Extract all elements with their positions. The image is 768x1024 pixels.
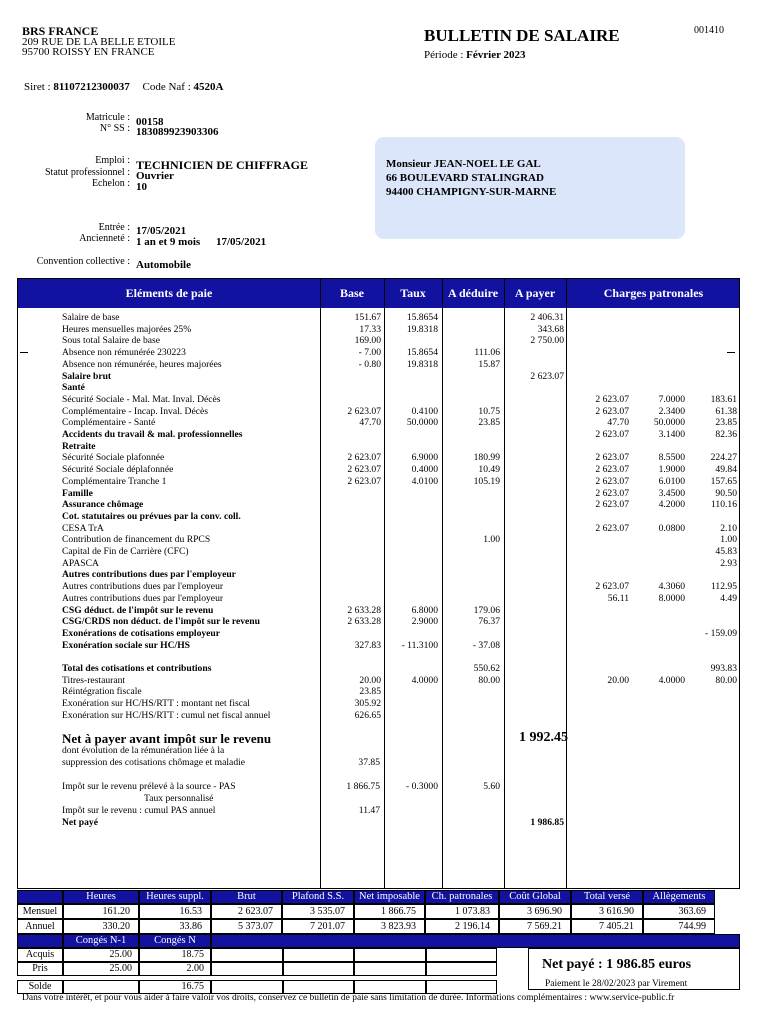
table-row xyxy=(18,499,739,511)
siret-value: 81107212300037 xyxy=(53,81,130,93)
row-pay: 2 623.07 xyxy=(530,370,564,382)
summary-cell: 3 696.90 xyxy=(499,904,571,919)
row-ct: 4.0000 xyxy=(658,674,685,686)
table-row xyxy=(18,616,739,628)
recipient-address-box xyxy=(375,137,685,239)
net-avant-impot-value: 1 992.45 xyxy=(519,730,568,745)
row-cb: 2 623.07 xyxy=(595,393,629,405)
row-cb: 2 623.07 xyxy=(595,499,629,511)
row-ded: 10.49 xyxy=(478,464,500,476)
conges-empty-cell xyxy=(211,962,283,976)
summary-header: Ch. patronales xyxy=(425,890,499,904)
table-row xyxy=(18,628,739,640)
conges-row-label: Acquis xyxy=(17,948,63,962)
row-cm: - 159.09 xyxy=(705,627,737,639)
matricule-label: Matricule : xyxy=(85,112,130,123)
conges-cell: 18.75 xyxy=(139,948,211,962)
conges-empty-cell xyxy=(426,948,497,962)
row-pay: 343.68 xyxy=(537,323,564,335)
conges-empty-cell xyxy=(354,980,426,994)
summary-cell: 1 073.83 xyxy=(425,904,499,919)
table-row xyxy=(18,605,739,617)
table-row xyxy=(18,371,739,383)
row-label: Complémentaire - Incap. Inval. Décès xyxy=(62,405,208,417)
entree-value: 17/05/2021 xyxy=(136,225,187,237)
summary-cell: 7 201.07 xyxy=(282,919,354,934)
evolution-line-2: suppression des cotisations chômage et maladie xyxy=(62,757,246,768)
conges-cell xyxy=(63,980,139,994)
table-row xyxy=(18,511,739,523)
row-cm: 4.49 xyxy=(720,592,737,604)
row-label: Titres-restaurant xyxy=(62,674,126,686)
row-ct: 50.0000 xyxy=(653,417,685,429)
payslip-table xyxy=(17,278,740,889)
row-taux: 19.8318 xyxy=(406,323,438,335)
row-ct: 1.9000 xyxy=(658,464,685,476)
row-taux: 4.0000 xyxy=(411,674,438,686)
conges-cell: 16.75 xyxy=(139,980,211,994)
summary-header: Coût Global xyxy=(499,890,571,904)
row-base: 2 623.07 xyxy=(347,452,381,464)
table-row xyxy=(18,558,739,570)
table-row xyxy=(18,593,739,605)
row-label: Exonération sur HC/HS/RTT : montant net fiscal xyxy=(62,698,250,710)
summary-row-label: Mensuel xyxy=(17,904,63,919)
row-base: 2 633.28 xyxy=(347,604,381,616)
document-title: BULLETIN DE SALAIRE xyxy=(424,26,620,45)
row-cm: 112.95 xyxy=(710,581,737,593)
summary-cell: 7 569.21 xyxy=(499,919,571,934)
summary-cell: 3 823.93 xyxy=(354,919,425,934)
summary-cell: 3 616.90 xyxy=(571,904,643,919)
conges-cell: 25.00 xyxy=(63,962,139,976)
table-row xyxy=(18,675,739,687)
conges-row-label: Pris xyxy=(17,962,63,976)
row-taux: 15.8654 xyxy=(406,347,438,359)
pas-label: Impôt sur le revenu prélevé à la source - PAS xyxy=(62,781,236,792)
siret-label: Siret : xyxy=(24,81,51,93)
ss-label: N° SS : xyxy=(99,123,130,134)
anciennete-date: 17/05/2021 xyxy=(216,236,267,248)
table-row xyxy=(18,417,739,429)
pas-base: 1 866.75 xyxy=(346,781,380,792)
conges-empty-cell xyxy=(283,948,354,962)
header-base: Base xyxy=(340,286,364,300)
row-ct: 6.0100 xyxy=(658,475,685,487)
row-label: Sécurité Sociale plafonnée xyxy=(62,452,165,464)
row-base: - 0.80 xyxy=(358,358,381,370)
row-label: CSG déduct. de l'impôt sur le revenu xyxy=(62,604,214,616)
summary-cell: 744.99 xyxy=(643,919,715,934)
row-cb: 2 623.07 xyxy=(595,522,629,534)
row-label: Exonération sociale sur HC/HS xyxy=(62,639,191,651)
summary-row-label: Annuel xyxy=(17,919,63,934)
row-taux: 50.0000 xyxy=(406,417,438,429)
conges-row-label: Solde xyxy=(17,980,63,994)
summary-header: Brut xyxy=(211,890,282,904)
row-cm: 2.93 xyxy=(720,557,737,569)
recipient-name: Monsieur JEAN-NOEL LE GAL xyxy=(386,158,541,170)
row-ded: 80.00 xyxy=(478,674,500,686)
net-paye-label: Net payé xyxy=(62,817,98,828)
row-taux: 6.9000 xyxy=(411,452,438,464)
row-label: Retraite xyxy=(62,440,96,452)
row-cm: 224.27 xyxy=(710,452,737,464)
summary-header: Plafond S.S. xyxy=(282,890,354,904)
row-label: Sous total Salaire de base xyxy=(62,335,161,347)
row-base: 151.67 xyxy=(354,312,381,323)
table-row xyxy=(18,347,739,359)
row-label: Famille xyxy=(62,487,93,499)
row-ct: 7.0000 xyxy=(658,393,685,405)
summary-header: Heures xyxy=(63,890,139,904)
row-label: Autres contributions dues par l'employeur xyxy=(62,592,224,604)
footer-note: Dans votre intérêt, et pour vous aider à faire valoir vos droits, conservez ce bulletin de paie sans limitation de durée. Informations complémentaires : www.service-public.fr xyxy=(22,993,675,1003)
row-cm: 23.85 xyxy=(715,417,737,429)
row-ded: 10.75 xyxy=(478,405,500,417)
row-taux: 0.4100 xyxy=(411,405,438,417)
row-cb: 20.00 xyxy=(607,674,629,686)
table-row xyxy=(18,534,739,546)
row-taux: 4.0100 xyxy=(411,475,438,487)
header-charges-patronales: Charges patronales xyxy=(603,286,704,300)
row-label: Santé xyxy=(62,382,85,394)
conges-empty-cell xyxy=(426,962,497,976)
row-label: Salaire de base xyxy=(62,312,120,323)
table-row xyxy=(18,406,739,418)
row-base: 327.83 xyxy=(354,639,381,651)
row-cb: 2 623.07 xyxy=(595,405,629,417)
taux-personnalise-label: Taux personnalisé xyxy=(144,793,214,804)
company-address-1: 209 RUE DE LA BELLE ETOILE xyxy=(22,36,176,48)
table-row xyxy=(18,335,739,347)
summary-header: Heures suppl. xyxy=(139,890,211,904)
row-label: Cot. statutaires ou prévues par la conv. coll. xyxy=(62,510,241,522)
row-label: Exonérations de cotisations employeur xyxy=(62,627,221,639)
net-paye-value: 1 986.85 xyxy=(530,817,564,828)
summary-corner xyxy=(17,890,63,904)
row-label: Total des cotisations et contributions xyxy=(62,663,212,674)
row-pay: 2 406.31 xyxy=(530,312,564,323)
anciennete-label: Ancienneté : xyxy=(79,233,130,244)
row-label: Accidents du travail & mal. professionnelles xyxy=(62,429,243,440)
table-row xyxy=(18,686,739,698)
table-row xyxy=(18,464,739,476)
row-cm: 183.61 xyxy=(710,393,737,405)
summary-cell: 330.20 xyxy=(63,919,139,934)
table-row xyxy=(18,429,739,441)
row-cm: 80.00 xyxy=(715,674,737,686)
summary-cell: 1 866.75 xyxy=(354,904,425,919)
naf-value: 4520A xyxy=(193,81,224,93)
table-row xyxy=(18,359,739,371)
row-label: Absence non rémunérée 230223 xyxy=(62,347,186,359)
table-row xyxy=(18,324,739,336)
row-cb: 2 623.07 xyxy=(595,429,629,440)
row-ct: 8.0000 xyxy=(658,592,685,604)
row-ct: 8.5500 xyxy=(658,452,685,464)
summary-header: Allègements xyxy=(643,890,715,904)
row-cb: 2 623.07 xyxy=(595,581,629,593)
row-base: 626.65 xyxy=(354,709,381,721)
row-label: Assurance chômage xyxy=(62,499,144,511)
conges-empty-cell xyxy=(426,980,497,994)
row-label: CSG/CRDS non déduct. de l'impôt sur le revenu xyxy=(62,616,260,628)
row-cm: 61.38 xyxy=(715,405,737,417)
row-base: 2 623.07 xyxy=(347,475,381,487)
summary-cell: 2 623.07 xyxy=(211,904,282,919)
matricule-value: 00158 xyxy=(136,116,164,128)
row-ded: 105.19 xyxy=(473,475,500,487)
cumul-pas-value: 11.47 xyxy=(358,805,380,816)
table-row xyxy=(18,382,739,394)
net-paye-euros: Net payé : 1 986.85 euros xyxy=(542,957,692,972)
row-taux: 0.4000 xyxy=(411,464,438,476)
row-label: Complémentaire Tranche 1 xyxy=(62,475,167,487)
echelon-value: 10 xyxy=(136,181,147,193)
row-pay: 2 750.00 xyxy=(530,335,564,347)
row-taux: 6.8000 xyxy=(411,604,438,616)
row-label: Réintégration fiscale xyxy=(62,686,142,698)
summary-header: Net imposable xyxy=(354,890,425,904)
cumul-pas-label: Impôt sur le revenu : cumul PAS annuel xyxy=(62,805,216,816)
row-base: 23.85 xyxy=(359,686,381,698)
row-label: Sécurité Sociale déplafonnée xyxy=(62,464,174,476)
conges-empty-cell xyxy=(354,948,426,962)
table-row xyxy=(18,640,739,652)
row-base: 2 623.07 xyxy=(347,464,381,476)
row-cm: 90.50 xyxy=(715,487,737,499)
row-cm: 2.10 xyxy=(720,522,737,534)
row-base: 2 633.28 xyxy=(347,616,381,628)
conges-cell: 2.00 xyxy=(139,962,211,976)
row-label: CESA TrA xyxy=(62,522,104,534)
header-a-deduire: A déduire xyxy=(447,286,499,300)
row-base: 47.70 xyxy=(359,417,381,429)
table-row xyxy=(18,312,739,324)
row-taux: 2.9000 xyxy=(411,616,438,628)
statut-label: Statut professionnel : xyxy=(45,167,130,178)
period-value: Février 2023 xyxy=(466,49,526,61)
summary-cell: 7 405.21 xyxy=(571,919,643,934)
row-ded: 1.00 xyxy=(483,534,500,546)
row-label: Salaire brut xyxy=(62,370,112,382)
paiement-info: Paiement le 28/02/2023 par Virement xyxy=(545,979,688,989)
row-cm: 157.65 xyxy=(710,475,737,487)
conges-header: Congés N xyxy=(139,934,211,948)
emploi-value: TECHNICIEN DE CHIFFRAGE xyxy=(136,158,309,172)
conges-corner xyxy=(17,934,63,948)
summary-cell: 5 373.07 xyxy=(211,919,282,934)
row-label: Autres contributions dues par l'employeur xyxy=(62,569,236,581)
header-taux: Taux xyxy=(400,286,426,300)
row-ct: 4.3060 xyxy=(658,581,685,593)
evolution-value: 37.85 xyxy=(358,757,380,768)
row-ded: - 37.08 xyxy=(472,639,500,651)
row-label: Capital de Fin de Carrière (CFC) xyxy=(62,546,189,557)
document-number: 001410 xyxy=(694,25,724,36)
table-row xyxy=(18,394,739,406)
table-row xyxy=(18,569,739,581)
conges-empty-cell xyxy=(211,980,283,994)
convention-label: Convention collective : xyxy=(36,256,130,267)
row-ded: 180.99 xyxy=(473,452,500,464)
naf-label: Code Naf : xyxy=(142,81,191,93)
row-base: 2 623.07 xyxy=(347,405,381,417)
statut-value: Ouvrier xyxy=(136,170,174,182)
row-base: - 7.00 xyxy=(358,347,381,359)
row-label: Autres contributions dues par l'employeur xyxy=(62,581,224,593)
table-row xyxy=(18,663,739,675)
anciennete-value: 1 an et 9 mois xyxy=(136,236,201,248)
row-cm: 1.00 xyxy=(720,534,737,546)
conges-header-band xyxy=(211,934,740,948)
row-cm: 110.16 xyxy=(710,499,737,511)
table-row xyxy=(18,476,739,488)
row-label: Sécurité Sociale - Mal. Mat. Inval. Décès xyxy=(62,393,221,405)
row-label: Complémentaire - Santé xyxy=(62,417,156,429)
evolution-line-1: dont évolution de la rémunération liée à la xyxy=(62,745,225,756)
row-label: APASCA xyxy=(62,557,99,569)
row-ct: 0.0800 xyxy=(658,522,685,534)
row-label: Heures mensuelles majorées 25% xyxy=(62,323,192,335)
row-cb: 2 623.07 xyxy=(595,475,629,487)
row-label: Contribution de financement du RPCS xyxy=(62,534,211,546)
period-label: Période : xyxy=(424,49,464,61)
table-row xyxy=(18,441,739,453)
recipient-street: 66 BOULEVARD STALINGRAD xyxy=(386,172,544,184)
table-row xyxy=(18,488,739,500)
row-taux: 19.8318 xyxy=(406,358,438,370)
row-taux: - 11.3100 xyxy=(401,639,438,651)
row-base: 20.00 xyxy=(359,674,381,686)
table-row xyxy=(18,581,739,593)
payslip-table-header xyxy=(18,279,739,308)
summary-cell: 3 535.07 xyxy=(282,904,354,919)
conges-header: Congés N-1 xyxy=(63,934,139,948)
conges-cell: 25.00 xyxy=(63,948,139,962)
row-cm: 993.83 xyxy=(710,663,737,674)
row-taux: 15.8654 xyxy=(406,312,438,323)
row-ct: 3.1400 xyxy=(658,429,685,440)
ss-value: 183089923903306 xyxy=(136,126,219,138)
conges-empty-cell xyxy=(211,948,283,962)
row-cb: 47.70 xyxy=(607,417,629,429)
recipient-city: 94400 CHAMPIGNY-SUR-MARNE xyxy=(386,186,557,198)
pas-taux: - 0.3000 xyxy=(406,781,438,792)
emploi-label: Emploi : xyxy=(95,155,130,166)
entree-label: Entrée : xyxy=(98,222,130,233)
company-address-2: 95700 ROISSY EN FRANCE xyxy=(22,46,155,58)
row-ct: 3.4500 xyxy=(658,487,685,499)
row-ded: 23.85 xyxy=(478,417,500,429)
row-ded: 111.06 xyxy=(474,347,500,359)
table-row xyxy=(18,523,739,535)
row-cb: 2 623.07 xyxy=(595,452,629,464)
table-row xyxy=(18,710,739,722)
row-ded: 76.37 xyxy=(478,616,500,628)
row-ded: 179.06 xyxy=(473,604,500,616)
row-base: 305.92 xyxy=(354,698,381,710)
header-elements: Eléments de paie xyxy=(125,286,213,300)
row-cb: 2 623.07 xyxy=(595,464,629,476)
row-base: 17.33 xyxy=(359,323,381,335)
echelon-label: Echelon : xyxy=(91,178,130,189)
row-base: 169.00 xyxy=(354,335,381,347)
conges-empty-cell xyxy=(283,980,354,994)
summary-cell: 16.53 xyxy=(139,904,211,919)
summary-cell: 33.86 xyxy=(139,919,211,934)
net-avant-impot-label: Net à payer avant impôt sur le revenu xyxy=(62,731,272,746)
row-label: Exonération sur HC/HS/RTT : cumul net fiscal annuel xyxy=(62,709,271,721)
table-row xyxy=(18,651,739,663)
pas-a-deduire: 5.60 xyxy=(483,781,500,792)
summary-cell: 2 196.14 xyxy=(425,919,499,934)
summary-cell: 363.69 xyxy=(643,904,715,919)
row-cb: 56.11 xyxy=(607,592,629,604)
row-cm: 49.84 xyxy=(715,464,737,476)
table-row xyxy=(18,452,739,464)
summary-cell: 161.20 xyxy=(63,904,139,919)
table-row xyxy=(18,546,739,558)
row-label: Absence non rémunérée, heures majorées xyxy=(62,358,222,370)
company-name: BRS FRANCE xyxy=(22,24,99,38)
convention-value: Automobile xyxy=(136,259,191,271)
row-ct: 2.3400 xyxy=(658,405,685,417)
row-ct: 4.2000 xyxy=(658,499,685,511)
summary-header: Total versé xyxy=(571,890,643,904)
row-cm: 45.83 xyxy=(715,546,737,557)
conges-empty-cell xyxy=(283,962,354,976)
header-a-payer: A payer xyxy=(514,286,556,300)
row-ded: 550.62 xyxy=(473,663,500,674)
row-cb: 2 623.07 xyxy=(595,487,629,499)
conges-empty-cell xyxy=(354,962,426,976)
row-cm: 82.36 xyxy=(715,429,737,440)
row-ded: 15.87 xyxy=(478,358,500,370)
table-row xyxy=(18,698,739,710)
